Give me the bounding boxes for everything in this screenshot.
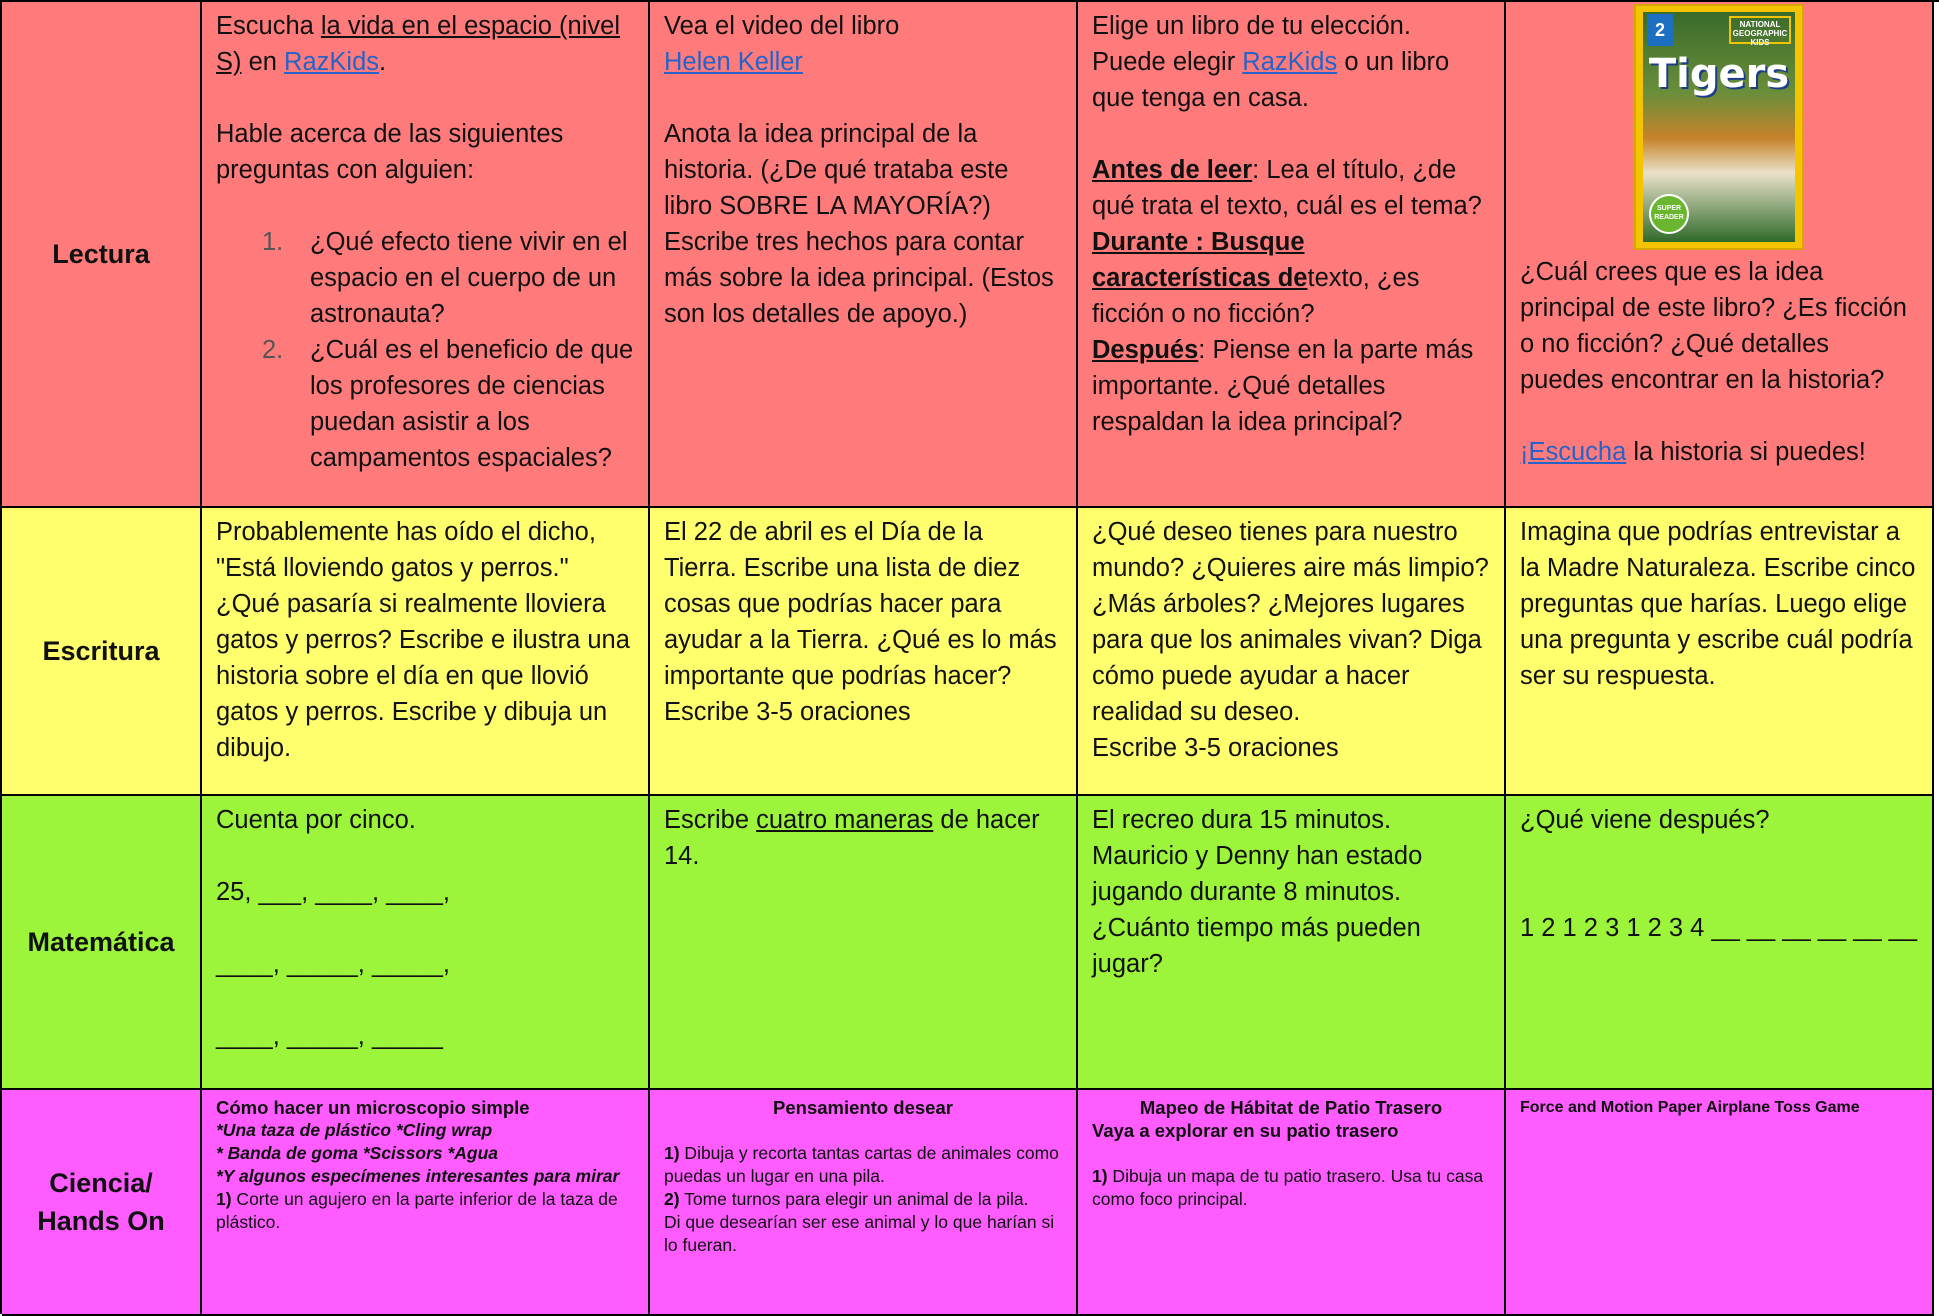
- title: Mapeo de Hábitat de Patio Trasero: [1139, 1097, 1443, 1118]
- escritura-cell-2: [650, 508, 1078, 796]
- listen-link[interactable]: ¡Escucha: [1520, 438, 1627, 466]
- text: Elige un libro de tu elección.: [1092, 12, 1411, 40]
- question-text: ¿Cuál es el beneficio de que los profesores de ciencias puedan asistir a los campamentos espaciales?: [310, 336, 634, 472]
- step: [664, 1142, 1062, 1188]
- matematica-cell-1: [202, 796, 650, 1090]
- lectura-cell-1-instructions: Hable acerca de las siguientes preguntas con alguien:: [216, 120, 564, 184]
- list-number: 1.: [262, 228, 284, 256]
- text: Imagina que podrías entrevistar a la Madre Naturaleza. Escribe cinco preguntas que harías. Luego elige una pregunta y escribe cuál podría ser su respuesta.: [1520, 518, 1916, 690]
- title: Cómo hacer un microscopio simple: [216, 1097, 530, 1118]
- row-header-lectura: Lectura: [2, 2, 202, 508]
- razkids-link[interactable]: RazKids: [1242, 48, 1338, 76]
- text: texto, ¿es ficción o no ficción?: [1092, 264, 1420, 328]
- text: [1092, 44, 1490, 116]
- text: o un libro que tenga en casa.: [1092, 48, 1450, 112]
- text: Escribe: [664, 806, 757, 834]
- list-item: [262, 224, 634, 332]
- ciencia-cell-4: [1506, 1090, 1934, 1316]
- text: Ciencia/: [49, 1168, 153, 1198]
- text: Corte un agujero en la parte inferior de la taza de plástico.: [216, 1189, 618, 1232]
- text: Dibuja un mapa de tu patio trasero. Usa tu casa como foco principal.: [1092, 1166, 1484, 1209]
- step: [216, 1188, 634, 1234]
- book-reader-badge: SUPER READER: [1649, 194, 1689, 234]
- helen-keller-link[interactable]: Helen Keller: [664, 48, 803, 76]
- book-cover-art: [1643, 12, 1795, 242]
- matematica-cell-3: [1078, 796, 1506, 1090]
- blank-line: ____, _____, _____,: [216, 950, 450, 978]
- text: [1520, 434, 1918, 470]
- text: Cuenta por cinco.: [216, 806, 416, 834]
- material: *Y algunos especímenes interesantes para mirar: [216, 1166, 620, 1186]
- ciencia-cell-3: [1078, 1090, 1506, 1316]
- escritura-cell-4: [1506, 508, 1934, 796]
- escritura-cell-3: [1078, 508, 1506, 796]
- list-number: 2.: [262, 336, 284, 364]
- escritura-cell-1: [202, 508, 650, 796]
- label: Durante : Busque características de: [1092, 228, 1308, 292]
- ciencia-cell-2: [650, 1090, 1078, 1316]
- tigers-book-cover-image: [1634, 4, 1804, 250]
- text: ¿Qué deseo tienes para nuestro mundo? ¿Quieres aire más limpio? ¿Más árboles? ¿Mejores lugares para que los animales vivan? Diga cómo puede ayudar a hacer realidad su deseo.: [1092, 518, 1489, 726]
- before-reading: [1092, 152, 1490, 224]
- text: Hands On: [37, 1206, 165, 1236]
- during-reading: [1092, 224, 1490, 332]
- text: Tome turnos para elegir un animal de la pila.: [679, 1189, 1029, 1209]
- title: Force and Motion Paper Airplane Toss Game: [1520, 1099, 1860, 1116]
- text: .: [379, 48, 387, 76]
- lectura-cell-4: [1506, 2, 1934, 508]
- text: Probablemente has oído el dicho, "Está lloviendo gatos y perros." ¿Qué pasaría si realmente lloviera gatos y perros? Escribe e ilustra una historia sobre el día en que llovió gatos y perros. Escribe y dibuja un dibujo.: [216, 518, 630, 762]
- blank-line: 25, ___, ____, ____,: [216, 878, 450, 906]
- text: ¿Cuál crees que es la idea principal de este libro? ¿Es ficción o no ficción? ¿Qué detalles puedes encontrar en la historia?: [1520, 258, 1907, 394]
- label: Después: [1092, 336, 1199, 364]
- row-header-matematica: Matemática: [2, 796, 202, 1090]
- book-brand-logo: NATIONAL GEOGRAPHIC KIDS: [1729, 16, 1791, 44]
- text: : Piense en la parte más importante. ¿Qué detalles respaldan la idea principal?: [1092, 336, 1474, 436]
- book-title: Tigers: [1648, 51, 1790, 97]
- matematica-cell-2: [650, 796, 1078, 1090]
- text: Escucha: [216, 12, 321, 40]
- text: Dibuja y recorta tantas cartas de animales como puedas un lugar en una pila.: [664, 1143, 1059, 1186]
- lectura-cell-3: [1078, 2, 1506, 508]
- sequence: 1 2 1 2 3 1 2 3 4 __ __ __ __ __ __: [1520, 914, 1918, 942]
- text: cuatro maneras: [756, 806, 934, 834]
- step: [664, 1188, 1062, 1211]
- material: *Una taza de plástico *Cling wrap: [216, 1120, 493, 1140]
- text: Escribe tres hechos para contar más sobre la idea principal. (Estos son los detalles de apoyo.): [664, 228, 1054, 328]
- question-list: [262, 224, 634, 476]
- book-level-badge: 2: [1647, 14, 1673, 46]
- subtitle: Vaya a explorar en su patio trasero: [1092, 1120, 1399, 1141]
- lectura-cell-1-intro: [216, 8, 634, 80]
- after-reading: [1092, 332, 1490, 440]
- row-header-escritura: Escritura: [2, 508, 202, 796]
- text: Anota la idea principal de la historia. (¿De qué trataba este libro SOBRE LA MAYORÍA?): [664, 120, 1009, 220]
- step-number: 2): [664, 1189, 680, 1209]
- text: Escribe 3-5 oraciones: [664, 698, 911, 726]
- text: [664, 802, 1062, 874]
- step-number: 1): [216, 1189, 232, 1209]
- text: ¿Qué viene después?: [1520, 806, 1770, 834]
- title: Pensamiento desear: [773, 1097, 953, 1118]
- step: [1092, 1165, 1490, 1211]
- text: de hacer 14.: [664, 806, 1040, 870]
- lectura-cell-2: [650, 2, 1078, 508]
- text: Puede elegir: [1092, 48, 1243, 76]
- material: * Banda de goma *Scissors *Agua: [216, 1143, 499, 1163]
- text: Escribe 3-5 oraciones: [1092, 734, 1339, 762]
- text: Di que desearían ser ese animal y lo que harían si lo fueran.: [664, 1212, 1055, 1255]
- question-text: ¿Qué efecto tiene vivir en el espacio en el cuerpo de un astronauta?: [310, 228, 628, 328]
- text: Vea el video del libro: [664, 12, 900, 40]
- matematica-cell-4: [1506, 796, 1934, 1090]
- text: en: [241, 48, 285, 76]
- list-item: [262, 332, 634, 476]
- blank-line: ____, _____, _____: [216, 1022, 443, 1050]
- razkids-link[interactable]: RazKids: [284, 48, 379, 76]
- text: El 22 de abril es el Día de la Tierra. Escribe una lista de diez cosas que podrías hacer para ayudar a la Tierra. ¿Qué es lo más importante que podrías hacer?: [664, 518, 1057, 690]
- text: la historia si puedes!: [1626, 438, 1866, 466]
- step-number: 1): [664, 1143, 680, 1163]
- text: : Lea el título, ¿de qué trata el texto, cuál es el tema?: [1092, 156, 1482, 220]
- space-life-link[interactable]: la vida en el espacio (nivel S): [216, 12, 620, 76]
- row-header-ciencia: [2, 1090, 202, 1316]
- ciencia-cell-1: [202, 1090, 650, 1316]
- lectura-cell-1: [202, 2, 650, 508]
- label: Antes de leer: [1092, 156, 1253, 184]
- text: El recreo dura 15 minutos. Mauricio y Denny han estado jugando durante 8 minutos. ¿Cuánto tiempo más pueden jugar?: [1092, 806, 1423, 978]
- step-number: 1): [1092, 1166, 1108, 1186]
